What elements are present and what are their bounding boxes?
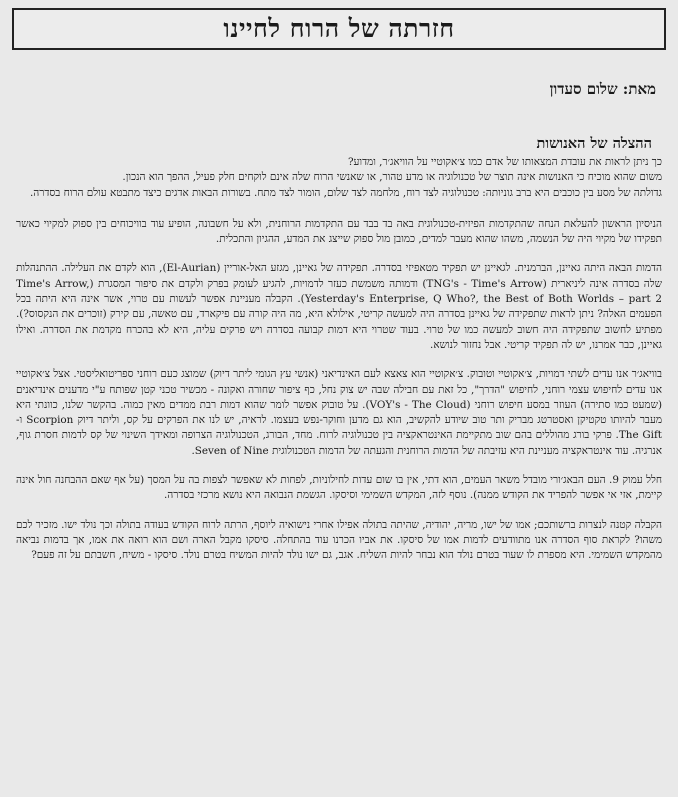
paragraph-6: בוויאג׳ר אנו עדים לשתי דמויות, צ׳אקוטיי וטובוק. צ׳אקוטיי הוא צאצא לעם האינדיאני (אנשי עץ הגומי ליתר דיוק) שמוצג כעם רוחני ספריטואליסטי. אצל צ׳אקוטיי אנו עדים לחיפוש עצמי רוחני, לחיפוש "הדרך", כל זאת עם חבילה שבה יש צוק נחל, כף ציפור שחורה ואקונה - מכשיר טכני קטן שפותח ע"י מדענים אינדיאנים (שמעט כמו סתירה) העוזר במסע חיפוש רוחני (VOY's - The Cloud). על טובוק אפשר לומר שהוא דמות רבת ממדים מאין כמוה. בהקשר שלנו, כוונתי היא מעבר להיותו טקטיקן ואסטרטג מבריק ותר טוב שיודע להקשיב, הוא גם מדען וחוקר-נפש בעצמו. לראיה, יש לנו את הפרקים על קס, וליתר דיוק Scorpion ו-The Gift. פרקי בורג מהוללים בהם שוב מתקיימת האינטראקציה בין טכנולוגיה לרוח. מחד, הבורג, הטכנולוגיה הצרופה ומאידך השינוי של קס לדמות חסרת גוף, אנרגיה. עוד אינטראקציה מעניינת היא עזיבתה של הדמות הרוחנית והגעתה של הדמות הטכנולוגית Seven of Nine. [16, 368, 662, 457]
paragraph-7: חלל עמוק 9. העם הבאג׳ורי מובדל משאר העמים, הוא דתי, אין בו שום עדות לחילוניות, לפחות לא שאפשר לצפות בה על המסך (על אף שאם ההבחנה חול אינה קיימת, אזי אי אפשר להפריד את הקודש ממנה). נוסף לזה, המקדש השמימי וסיסקו. הגשמת הנבואה היא נושא מרכזי בסדרה. [16, 474, 662, 502]
article-body [12, 155, 666, 564]
paragraph-5: הדמות הבאה היתה גאיינן, הברמנית. לגאיינן יש תפקיד מטאפיזי בסדרה. תפקידה של גאיינן, מגזע האל-אוריין (El-Aurian), הוא לקדם את העלילה. ההתנהלות שלה בסדרה אינה ליניארית (TNG's - Time's Arrow) ודמותה משמשת כעזר לדמויות, להגיע לעומק בפרק ולקדם את סיפור המסגרת (Time's Arrow, Yesterday's Enterprise, Q Who?, the Best of Both Worlds – part 2). הקבלה מעניינת אפשר לעשות עם טרוי, אשר אינה היא היתה בכל הפעמים האלה? ניתן לראות שתפקידה של גאיינן בסדרה היה למעשה קריטי, אילולא היא, מה היה קורה עם פיקארד, עם טאשה, עם קירק (זוכרים את הנקסוס?). מפתיע לחשוב שתפקידה היה חשוב למעשה כמו של טרוי. בעוד שטרוי היא דמות קבועה בסדרה ויש פרקים עליה, היא לא בהכרח מקדמת את הסדרה. ואילו גאיינן, כבר אמרנו, יש לה תפקיד קריטי. אבל נחזור לנושא. [16, 262, 662, 351]
paragraph-1: כך ניתן לראות את עובדת המצאותו של אדם כמו צ׳אקוטיי על הוויאג׳ר, ומדוע? [347, 156, 662, 168]
title-banner [12, 8, 666, 50]
author-line: מאת: שלום סעדון [549, 80, 656, 98]
section-heading: ההצלה של האנושות [536, 135, 652, 152]
paragraph-8: הקבלה קטנה לנצרות ברשותכם; אמו של ישו, מריה, יהודיה, שהיתה בתולה אפילו אחרי נישואיה ליוסף, הרתה לרוח הקודש בעודה בתולה וכך נולד ישו. מזכיר לכם משהו? לקראת סוף הסדרה אנו מתוודעים לדמות אמו של סיסקו. את אביו הכרנו עוד בהתחלה. סיסקו מקבל הארה ושם הוא רואה את אמו, אך בדמות נביאה מהמקדש השמימי. היא מספרת לו שעוד בטרם נולד הוא נבחר להיות השליח. אגב, גם ישו נולד להיות המשיח בטרם נולד. סיסקו - משיח, חשבתם על זה פעם? [16, 518, 662, 562]
paragraph-3: גדולתה של מסע בין כוכבים היא ברב גוניותה: טכנולוגיה לצד רוח, מלחמה לצד שלום, הומור לצד מתח. בשורות הבאות אדגים כיצד מתבטא עולם הרוח בסדרה. [29, 186, 662, 199]
paragraph-2: משום שהוא מוכיח כי האנושות אינה תוצר של טכנולוגיה או מדע טהור, או שאנשי הרוח שלה אינם לוקחים חלק פעיל, ההפך הוא הנכון. [122, 171, 662, 184]
article-title: חזרתה של הרוח לחיינו [223, 14, 455, 43]
paragraph-4: הניסיון הראשון להעלאת הנחה שהתקדמות הפיזית-טכנולוגית באה בד בבד עם התקדמות הרוחנית, ולא על חשבונה, הופיע עוד בוויכוחים בין ספוק למקיוי כאשר תפקידו של מקיוי היה של הנשמה, משהו שהוא מעבר למדים, כמובן מול ספוק שייצג את המדע, ההגיון והתכלית. [16, 217, 662, 246]
